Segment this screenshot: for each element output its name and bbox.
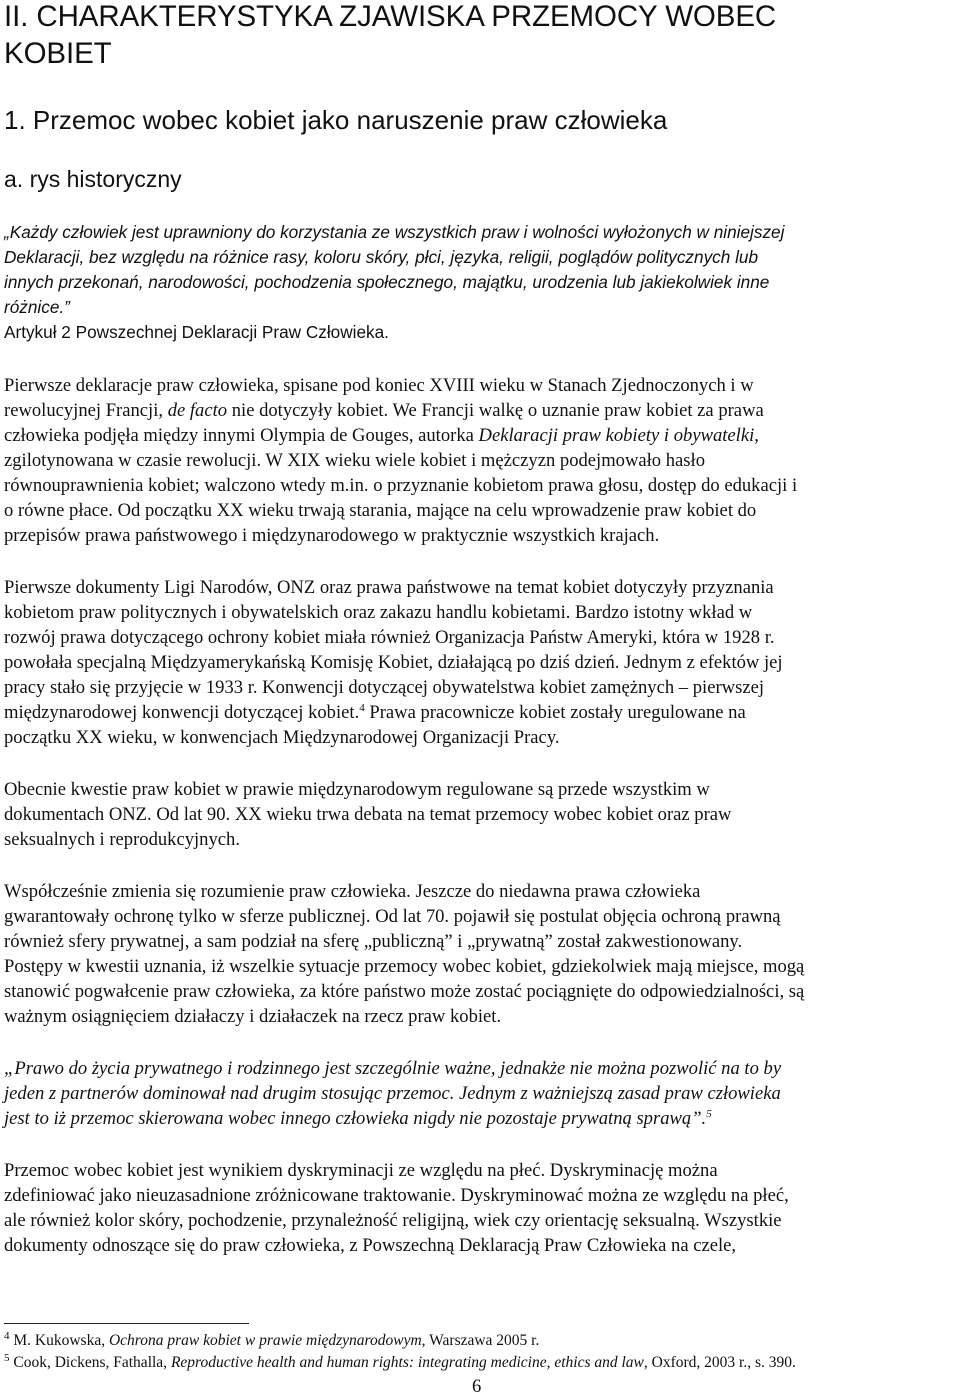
footnote-ref-5: 5 <box>706 1107 712 1120</box>
chapter-title-line1: II. CHARAKTERYSTYKA ZJAWISKA PRZEMOCY WOBEC <box>4 0 777 33</box>
quote2-line: „Prawo do życia prywatnego i rodzinnego jest szczególnie ważne, jednakże nie można pozwolić na to by <box>4 1058 782 1079</box>
para1-line: Pierwsze deklaracje praw człowieka, spisane pod koniec XVIII wieku w Stanach Zjednoczonych i w <box>4 375 754 396</box>
para2-line: międzynarodowej konwencji dotyczącej kobiet.$^4$ Prawa pracownicze kobiet zostały uregulowane na <box>4 701 746 723</box>
quote2-line: jest to iż przemoc skierowana wobec innego człowieka nigdy nie pozostaje prywatną sprawą”.$^5$ <box>4 1107 712 1129</box>
para2-line: pracy stało się przyjęcie w 1933 r. Konwencji dotyczącej obywatelstwa kobiet zamężnych – pierwszej <box>4 677 764 698</box>
quote1-source: Artykuł 2 Powszechnej Deklaracji Praw Człowieka. <box>4 322 389 342</box>
chapter-title-line2: KOBIET <box>4 37 112 70</box>
para2-line: początku XX wieku, w konwencjach Międzynarodowej Organizacji Pracy. <box>4 727 560 748</box>
para4-line: również sfery prywatnej, a sam podział na sferę „publiczną” i „prywatną” został zakwestionowany. <box>4 931 743 952</box>
footnote-4: $^4$ M. Kukowska, Ochrona praw kobiet w prawie międzynarodowym, Warszawa 2005 r. <box>4 1329 540 1349</box>
para4-line: Postępy w kwestii uznania, iż wszelkie sytuacje przemocy wobec kobiet, gdziekolwiek mają miejsce, mogą <box>4 956 805 977</box>
page-number: 6 <box>472 1376 482 1397</box>
footnote-ref-4: 4 <box>359 701 365 714</box>
para1-line: równouprawnienia kobiet; walczono wtedy m.in. o przyznanie kobietom prawa głosu, dostęp do edukacji i <box>4 475 798 496</box>
para3-line: seksualnych i reprodukcyjnych. <box>4 829 240 850</box>
para2-line: kobietom praw politycznych i obywatelskich oraz zakazu handlu kobietami. Bardzo istotny wkład w <box>4 602 753 623</box>
quote2-line: jeden z partnerów dominował nad drugim stosując przemoc. Jednym z ważniejszą zasad praw człowieka <box>4 1083 781 1104</box>
para1-line: o równe płace. Od początku XX wieku trwają starania, mające na celu wprowadzenie praw kobiet do <box>4 500 757 521</box>
quote1-line: innych przekonań, narodowości, pochodzenia społecznego, majątku, urodzenia lub jakiekolwiek inne <box>4 272 770 292</box>
para4-line: stanowić pogwałcenie praw człowieka, za które państwo może zostać pociągnięte do odpowiedzialności, są <box>4 981 805 1002</box>
para1-line: człowieka podjęła między innymi Olympia de Gouges, autorka Deklaracji praw kobiety i obywatelki, <box>4 425 759 446</box>
quote1-line: różnice.” <box>4 297 70 317</box>
para5-line: zdefiniować jako nieuzasadnione zróżnicowane traktowanie. Dyskryminować można ze względu na płeć, <box>4 1185 789 1206</box>
para1-line: rewolucyjnej Francji, de facto nie dotyczyły kobiet. We Francji walkę o uznanie praw kobiet za prawa <box>4 400 764 421</box>
para3-line: Obecnie kwestie praw kobiet w prawie międzynarodowym regulowane są przede wszystkim w <box>4 779 710 800</box>
footnote-5: $^5$ Cook, Dickens, Fathalla, Reproductive health and human rights: integrating medicine, ethics and law, Oxford, 2003 r., s. 390. <box>4 1351 796 1371</box>
para2-line: Pierwsze dokumenty Ligi Narodów, ONZ oraz prawa państwowe na temat kobiet dotyczyły przyznania <box>4 577 774 598</box>
para5-line: Przemoc wobec kobiet jest wynikiem dyskryminacji ze względu na płeć. Dyskryminację można <box>4 1160 718 1181</box>
subsection-title: a. rys historyczny <box>4 166 182 192</box>
para5-line: dokumenty odnoszące się do praw człowieka, z Powszechną Deklaracją Praw Człowieka na czele, <box>4 1235 737 1256</box>
para1-line: zgilotynowana w czasie rewolucji. W XIX wieku wiele kobiet i mężczyzn podejmowało hasło <box>4 450 706 471</box>
section-title: 1. Przemoc wobec kobiet jako naruszenie praw człowieka <box>4 105 668 135</box>
para2-line: rozwój prawa dotyczącego ochrony kobiet miała również Organizacja Państw Ameryki, która w 1928 r. <box>4 627 775 648</box>
para4-line: Współcześnie zmienia się rozumienie praw człowieka. Jeszcze do niedawna prawa człowieka <box>4 881 701 902</box>
para4-line: ważnym osiągnięciem działaczy i działaczek na rzecz praw kobiet. <box>4 1006 502 1027</box>
para2-line: powołała specjalną Międzyamerykańską Komisję Kobiet, działającą po dziś dzień. Jednym z efektów jej <box>4 652 783 673</box>
footnote-separator <box>4 1323 249 1324</box>
para3-line: dokumentach ONZ. Od lat 90. XX wieku trwa debata na temat przemocy wobec kobiet oraz praw <box>4 804 732 825</box>
para4-line: gwarantowały ochronę tylko w sferze publicznej. Od lat 70. pojawił się postulat objęcia ochroną prawną <box>4 906 781 927</box>
quote1-line: Deklaracji, bez względu na różnice rasy, koloru skóry, płci, języka, religii, poglądów politycznych lub <box>4 247 759 267</box>
para5-line: ale również kolor skóry, pochodzenie, przynależność religijną, wiek czy orientację seksualną. Wszystkie <box>4 1210 782 1231</box>
para1-line: przepisów prawa państwowego i międzynarodowego w praktycznie wszystkich krajach. <box>4 525 660 546</box>
quote1-line: „Każdy człowiek jest uprawniony do korzystania ze wszystkich praw i wolności wyłożonych w niniejszej <box>4 222 785 242</box>
